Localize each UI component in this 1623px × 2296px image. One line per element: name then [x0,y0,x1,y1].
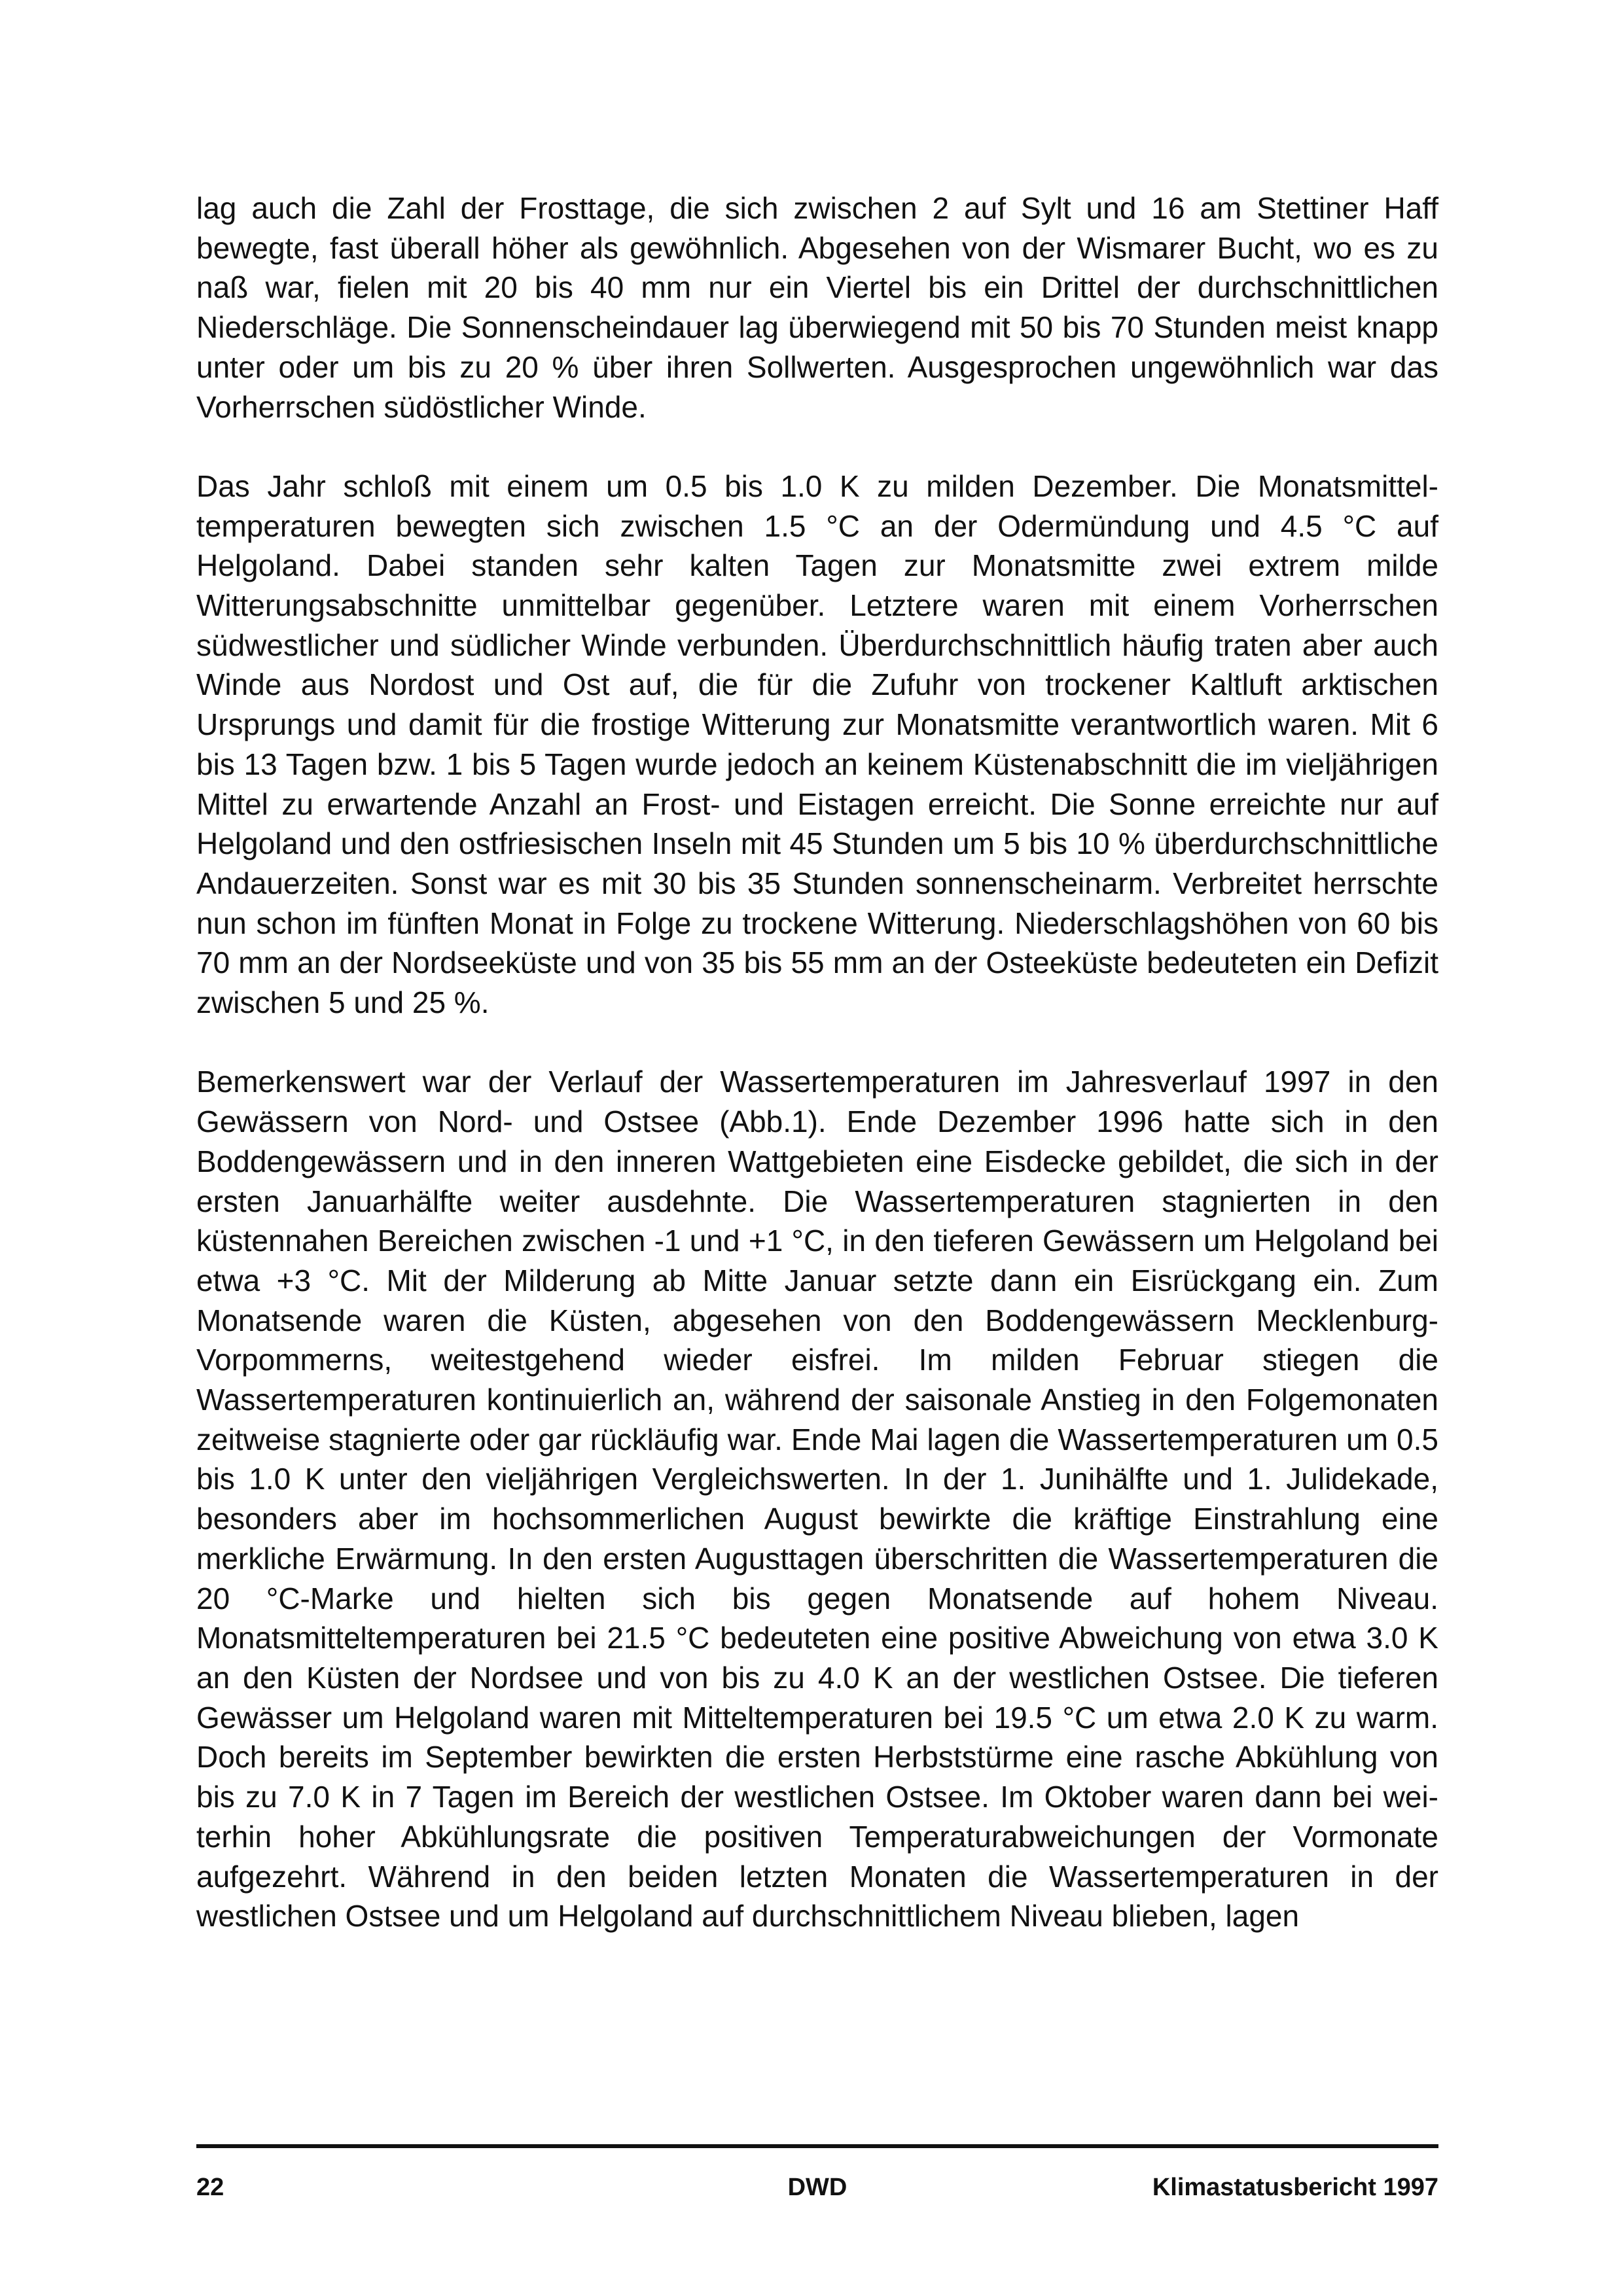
footer-page-number: 22 [196,2174,224,2201]
footer-publisher: DWD [787,2174,847,2201]
body-text [196,188,1438,1936]
page-footer [196,2171,1438,2204]
paragraph-december: Das Jahr schloß mit einem um 0.5 bis 1.0 K zu milden Dezember. Die Monatsmitteltemperaturen bewegten sich zwischen 1.5 °C an der Odermündung und 4.5 °C auf Helgoland. Dabei standen sehr kalten Tagen zur Monatsmitte zwei extrem milde Witterungsabschnitte unmittelbar gegenüber. Letztere waren mit einem Vorherrschen südwestlicher und südlicher Winde verbunden. Überdurchschnittlich häufig traten aber auch Winde aus Nordost und Ost auf, die für die Zufuhr von trockener Kaltluft arktischen Ursprungs und damit für die frostige Witterung zur Monatsmitte verantwortlich waren. Mit 6 bis 13 Tagen bzw. 1 bis 5 Tagen wurde jedoch an keinem Küstenabschnitt die im vieljährigen Mittel zu erwartende Anzahl an Frost- und Eistagen erreicht. Die Sonne erreichte nur auf Helgoland und den ostfriesischen Inseln mit 45 Stunden um 5 bis 10 % überdurchschnittliche Andauerzeiten. Sonst war es mit 30 bis 35 Stunden sonnenscheinarm. Verbreitet herrschte nun schon im fünften Monat in Folge zu trockene Witterung. Niederschlagshöhen von 60 bis 70 mm an der Nordseeküste und von 35 bis 55 mm an der Osteeküste bedeuteten ein Defizit zwischen 5 und 25 %. [196,468,1438,1020]
footer-rule [196,2144,1438,2148]
paragraph-frost-days: lag auch die Zahl der Frosttage, die sich zwischen 2 auf Sylt und 16 am Stettiner Haff bewegte, fast überall höher als gewöhnlich. Abgesehen von der Wismarer Bucht, wo es zu naß war, fielen mit 20 bis 40 mm nur ein Viertel bis ein Drittel der durchschnittlichen Niederschläge. Die Sonnenscheindauer lag überwiegend mit 50 bis 70 Stunden meist knapp unter oder um bis zu 20 % über ihren Sollwerten. Ausgesprochen ungewöhnlich war das Vorherrschen südöstlicher Winde. [196,191,1438,424]
paragraph-water-temperatures: Bemerkenswert war der Verlauf der Wassertemperaturen im Jahresverlauf 1997 in den Gewässern von Nord- und Ostsee (Abb.1). Ende Dezember 1996 hatte sich in den Boddengewässern und in den inneren Wattgebieten eine Eisdecke gebildet, die sich in der ersten Januarhälfte weiter ausdehnte. Die Wassertemperaturen stagnierten in den küstennahen Bereichen zwischen -1 und +1 °C, in den tieferen Gewässern um Helgoland bei etwa +3 °C. Mit der Milderung ab Mitte Januar setzte dann ein Eisrückgang ein. Zum Monatsende waren die Küsten, abgesehen von den Boddengewässern Mecklenburg-Vorpommerns, weitestgehend wieder eisfrei. Im milden Februar stiegen die Wassertemperaturen kontinuierlich an, während der saisonale Anstieg in den Folgemonaten zeitweise stagnierte oder gar rückläufig war. Ende Mai lagen die Wassertemperaturen um 0.5 bis 1.0 K unter den vieljährigen Vergleichswerten. In der 1. Junihälfte und 1. Julidekade, besonders aber im hochsommerlichen August bewirkte die kräftige Einstrahlung eine merkliche Erwärmung. In den ersten Augusttagen überschritten die Wassertemperaturen die 20 °C-Marke und hielten sich bis gegen Monatsende auf hohem Niveau. Monatsmitteltemperaturen bei 21.5 °C bedeuteten eine positive Abweichung von etwa 3.0 K an den Küsten der Nordsee und von bis zu 4.0 K an der westlichen Ostsee. Die tieferen Gewässer um Helgoland waren mit Mitteltemperaturen bei 19.5 °C um etwa 2.0 K zu warm. Doch bereits im September bewirkten die ersten Herbststürme eine rasche Abkühlung von bis zu 7.0 K in 7 Tagen im Bereich der westlichen Ostsee. Im Oktober waren dann bei weiterhin hoher Abkühlungsrate die positiven Temperaturabweichungen der Vormonate aufgezehrt. Während in den beiden letzten Monaten die Wassertemperaturen in der westlichen Ostsee und um Helgoland auf durchschnittlichem Niveau blieben, lagen [196,1065,1438,1934]
footer-publication-title: Klimastatusbericht 1997 [1152,2174,1438,2201]
